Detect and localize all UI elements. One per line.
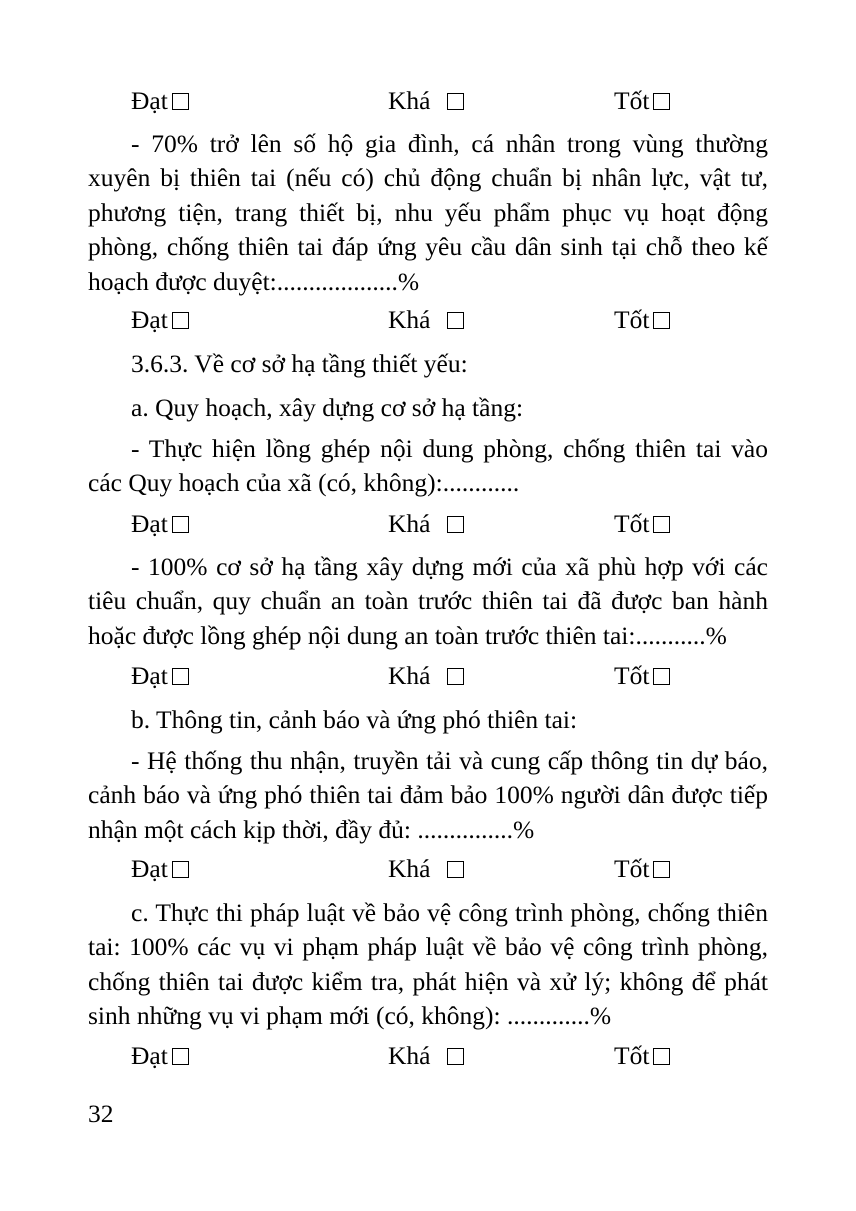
checkbox[interactable]: [447, 312, 464, 329]
option-kha[interactable]: [388, 852, 464, 886]
option-label: Khá: [388, 1041, 431, 1070]
option-label: Đạt: [131, 86, 168, 115]
option-kha[interactable]: [388, 659, 464, 693]
option-label: Đạt: [131, 305, 168, 334]
option-label: Khá: [388, 305, 431, 334]
option-tot[interactable]: [614, 507, 670, 541]
option-label: Tốt: [614, 305, 650, 334]
option-tot[interactable]: [614, 852, 670, 886]
checkbox[interactable]: [447, 1048, 464, 1065]
checkbox[interactable]: [172, 516, 189, 533]
checkbox[interactable]: [172, 668, 189, 685]
paragraph: - 100% cơ sở hạ tầng xây dựng mới của xã phù hợp với các tiêu chuẩn, quy chuẩn an toàn trước thiên tai đã được ban hành hoặc được lồng ghép nội dung an toàn trước thiên tai:...........%: [88, 552, 768, 650]
paragraph: c. Thực thi pháp luật về bảo vệ công trình phòng, chống thiên tai: 100% các vụ vi phạm pháp luật về bảo vệ công trình phòng, chống thiên tai được kiểm tra, phát hiện và xử lý; không để phát sinh những vụ vi phạm mới (có, không): .............%: [88, 898, 768, 1031]
option-label: Đạt: [131, 854, 168, 883]
option-dat[interactable]: [131, 507, 189, 541]
checkbox[interactable]: [653, 516, 670, 533]
option-label: Tốt: [614, 1041, 650, 1070]
option-tot[interactable]: [614, 303, 670, 337]
option-label: Tốt: [614, 86, 650, 115]
option-tot[interactable]: [614, 659, 670, 693]
option-label: Khá: [388, 661, 431, 690]
option-label: Tốt: [614, 854, 650, 883]
checkbox[interactable]: [172, 93, 189, 110]
rating-row: [0, 659, 856, 693]
option-label: Tốt: [614, 509, 650, 538]
paragraph: - 70% trở lên số hộ gia đình, cá nhân trong vùng thường xuyên bị thiên tai (nếu có) chủ động chuẩn bị nhân lực, vật tư, phương tiện, trang thiết bị, nhu yếu phẩm phục vụ hoạt động phòng, chống thiên tai đáp ứng yêu cầu dân sinh tại chỗ theo kế hoạch được duyệt:...................%: [88, 129, 768, 296]
option-dat[interactable]: [131, 852, 189, 886]
checkbox[interactable]: [447, 861, 464, 878]
checkbox[interactable]: [172, 861, 189, 878]
option-dat[interactable]: [131, 84, 189, 118]
checkbox[interactable]: [172, 1048, 189, 1065]
checkbox[interactable]: [653, 312, 670, 329]
option-label: Đạt: [131, 1041, 168, 1070]
option-label: Tốt: [614, 661, 650, 690]
checkbox[interactable]: [172, 312, 189, 329]
option-label: Khá: [388, 509, 431, 538]
checkbox[interactable]: [447, 516, 464, 533]
rating-row: [0, 507, 856, 541]
option-kha[interactable]: [388, 1039, 464, 1073]
option-label: Đạt: [131, 509, 168, 538]
checkbox[interactable]: [653, 93, 670, 110]
rating-row: [0, 1039, 856, 1073]
paragraph: - Thực hiện lồng ghép nội dung phòng, chống thiên tai vào các Quy hoạch của xã (có, không):............: [88, 434, 768, 498]
option-kha[interactable]: [388, 303, 464, 337]
option-kha[interactable]: [388, 84, 464, 118]
subsection-heading: b. Thông tin, cảnh báo và ứng phó thiên tai:: [131, 705, 578, 734]
option-label: Đạt: [131, 661, 168, 690]
option-label: Khá: [388, 86, 431, 115]
subsection-heading: a. Quy hoạch, xây dựng cơ sở hạ tầng:: [131, 393, 524, 422]
checkbox[interactable]: [653, 668, 670, 685]
checkbox[interactable]: [447, 93, 464, 110]
checkbox[interactable]: [653, 861, 670, 878]
section-heading: 3.6.3. Về cơ sở hạ tầng thiết yếu:: [131, 349, 468, 378]
checkbox[interactable]: [447, 668, 464, 685]
checkbox[interactable]: [653, 1048, 670, 1065]
option-dat[interactable]: [131, 659, 189, 693]
page-number: 32: [88, 1099, 114, 1128]
rating-row: [0, 303, 856, 337]
rating-row: [0, 852, 856, 886]
option-dat[interactable]: [131, 303, 189, 337]
option-kha[interactable]: [388, 507, 464, 541]
option-dat[interactable]: [131, 1039, 189, 1073]
option-tot[interactable]: [614, 1039, 670, 1073]
option-tot[interactable]: [614, 84, 670, 118]
rating-row: [0, 84, 856, 118]
option-label: Khá: [388, 854, 431, 883]
paragraph: - Hệ thống thu nhận, truyền tải và cung cấp thông tin dự báo, cảnh báo và ứng phó thiên tai đảm bảo 100% người dân được tiếp nhận một cách kịp thời, đầy đủ: ...............%: [88, 746, 768, 844]
